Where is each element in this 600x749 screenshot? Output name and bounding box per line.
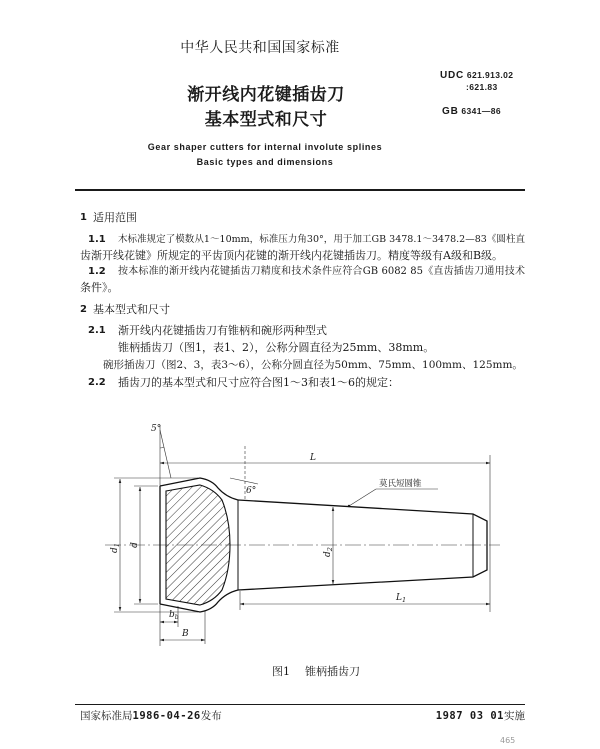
angle-6-label: 6° bbox=[246, 486, 257, 496]
clause-text-line: 插齿刀的基本型式和尺寸应符合图1～3和表1～6的规定： bbox=[118, 376, 399, 389]
title-en-line-2: Basic types and dimensions bbox=[196, 157, 334, 167]
issue-statement bbox=[80, 709, 222, 723]
L1-label: $L_1$ bbox=[396, 593, 407, 604]
title-cn-line-1: 渐开线内花键插齿刀 bbox=[187, 85, 345, 105]
page-number: 465 bbox=[500, 736, 516, 745]
cutter-section-hatch bbox=[166, 485, 230, 605]
footer-divider bbox=[75, 704, 525, 705]
clause-text-line: 按本标准的渐开线内花键插齿刀精度和技术条件应符合GB 6082 85《直齿插齿刀通用技术 bbox=[118, 266, 525, 277]
clause-text-line: 条件》。 bbox=[80, 281, 119, 294]
clause-text-line: 锥柄插齿刀（图1，表1、2），公称分圆直径为25mm、38mm。 bbox=[118, 341, 435, 354]
gb-number: 6341—86 bbox=[461, 106, 502, 116]
section-heading: 基本型式和尺寸 bbox=[93, 303, 170, 316]
figure-1-drawing bbox=[0, 415, 600, 655]
title-cn-line-2: 基本型式和尺寸 bbox=[204, 110, 328, 130]
d-label: d bbox=[130, 542, 140, 548]
effective-date: 1987 03 01 bbox=[435, 710, 504, 722]
header-divider bbox=[75, 189, 525, 191]
clause-number: 2.1 bbox=[88, 325, 106, 336]
udc-code-secondary: :621.83 bbox=[466, 82, 498, 92]
shank-note-leader bbox=[349, 489, 376, 506]
angle-5-reference-line bbox=[160, 430, 171, 478]
gb-label: GB bbox=[442, 106, 459, 117]
section-heading: 适用范围 bbox=[93, 211, 137, 224]
clause-text-line: 碗形插齿刀（图2、3，表3～6），公称分圆直径为50mm、75mm、100mm、125mm。 bbox=[103, 359, 523, 371]
clause-number: 1.1 bbox=[88, 234, 106, 245]
clause-text-line: 渐开线内花键插齿刀有锥柄和碗形两种型式 bbox=[118, 324, 327, 337]
angle-5-label: 5° bbox=[151, 424, 162, 434]
clause-text-line: 木标准规定了模数从1～10mm，标准压力角30°，用于加工GB 3478.1～3478.2—83《圆柱直 bbox=[118, 234, 525, 245]
title-en-line-1: Gear shaper cutters for internal involute splines bbox=[147, 142, 383, 152]
issuing-bureau: 国家标准局 bbox=[80, 710, 133, 722]
issuing-authority: 中华人民共和国国家标准 bbox=[180, 40, 340, 56]
bb-label: $b_b$ bbox=[169, 610, 179, 621]
B-label: B bbox=[182, 629, 189, 639]
figure-caption-text: 锥柄插齿刀 bbox=[305, 665, 360, 678]
effective-statement bbox=[405, 709, 525, 723]
angle-5-arc bbox=[160, 447, 164, 448]
issue-word: 发布 bbox=[200, 710, 222, 722]
figure-caption-number: 图1 bbox=[272, 665, 290, 678]
section-number: 1 bbox=[80, 212, 87, 223]
section-number: 2 bbox=[80, 304, 87, 315]
d2-label: $d_2$ bbox=[323, 547, 334, 557]
gb-number-line bbox=[442, 105, 501, 118]
clause-number: 1.2 bbox=[88, 266, 106, 277]
shank-note-label: 莫氏短圆锥 bbox=[379, 479, 422, 489]
d1-label: $d_1$ bbox=[110, 543, 121, 553]
issue-date: 1986-04-26 bbox=[132, 710, 201, 722]
effective-word: 实施 bbox=[504, 710, 525, 722]
angle-6-reference-line bbox=[230, 478, 258, 484]
udc-code: 621.913.02 bbox=[466, 70, 514, 80]
udc-label: UDC bbox=[440, 70, 465, 81]
clause-number: 2.2 bbox=[88, 377, 106, 388]
clause-text-line: 齿渐开线花键》所规定的平齿顶内花键的渐开线内花键插齿刀。精度等级有A级和B级。 bbox=[80, 249, 504, 262]
length-label: L bbox=[310, 453, 316, 463]
